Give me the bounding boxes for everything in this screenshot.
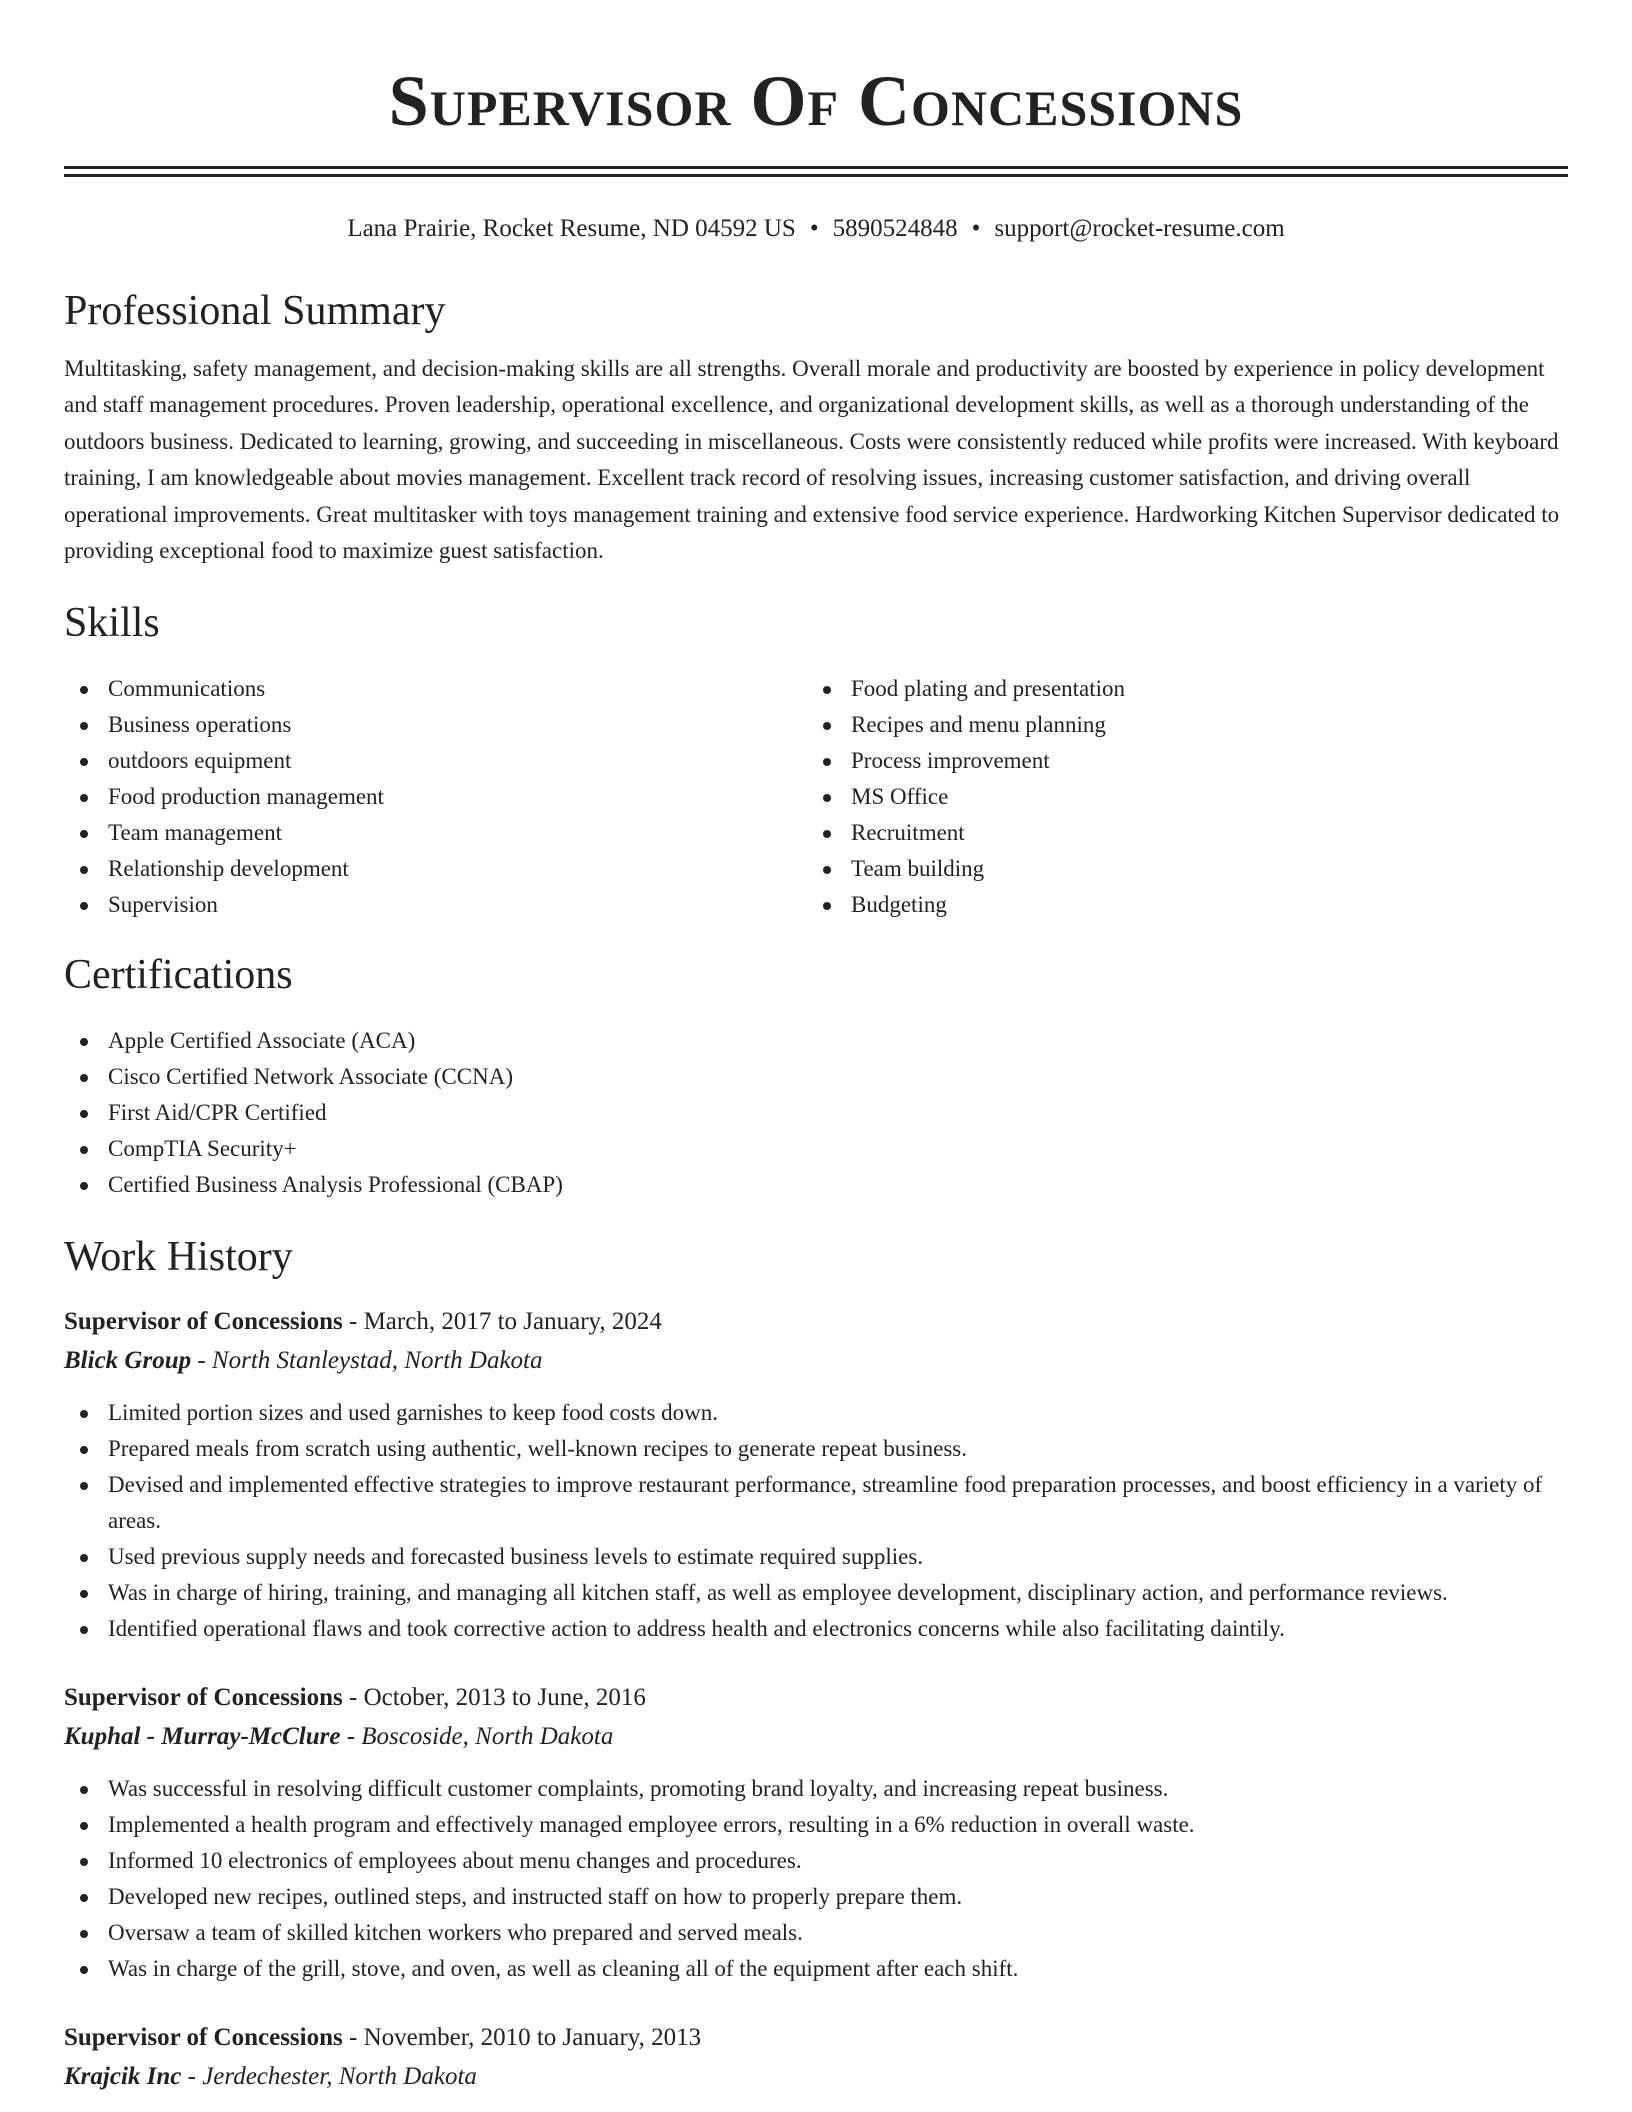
- job-bullet: Informed 10 electronics of employees about menu changes and procedures.: [64, 1843, 1568, 1879]
- job-bullet: Was in charge of the grill, stove, and oven, as well as cleaning all of the equipment after each shift.: [64, 1951, 1568, 1987]
- job-title: Supervisor of Concessions: [64, 2024, 343, 2052]
- summary-text: Multitasking, safety management, and decision-making skills are all strengths. Overall morale and productivity are boosted by experience in policy development and staff management procedures. Proven leadership, operational excellence, and organizational development skills, as well as a thorough understanding of the outdoors business. Dedicated to learning, growing, and succeeding in miscellaneous. Costs were consistently reduced while profits were increased. With keyboard training, I am knowledgeable about movies management. Excellent track record of resolving issues, increasing customer satisfaction, and driving overall operational improvements. Great multitasker with toys management training and extensive food service experience. Hardworking Kitchen Supervisor dedicated to providing exceptional food to maximize guest satisfaction.: [64, 356, 1560, 564]
- job-location: - North Stanleystad, North Dakota: [191, 1347, 543, 1375]
- job-entry: [64, 1679, 1568, 1987]
- skill-item: Supervision: [64, 887, 807, 923]
- job-bullet: Devised and implemented effective strategies to improve restaurant performance, streamline food preparation processes, and boost efficiency in a variety of areas.: [64, 1467, 1568, 1539]
- certification-item: Apple Certified Associate (ACA): [64, 1023, 1568, 1059]
- job-company: Krajcik Inc: [64, 2063, 182, 2091]
- header-divider-thick: [64, 166, 1568, 169]
- job-dates: - March, 2017 to January, 2024: [342, 1308, 662, 1336]
- job-entry: [64, 1303, 1568, 1647]
- job-title-line: [64, 1303, 1568, 1341]
- job-title: Supervisor of Concessions: [64, 1684, 343, 1712]
- skill-item: Process improvement: [807, 743, 1550, 779]
- skill-item: outdoors equipment: [64, 743, 807, 779]
- skill-item: Relationship development: [64, 851, 807, 887]
- job-bullet: Used previous supply needs and forecasted business levels to estimate required supplies.: [64, 1539, 1568, 1575]
- skills-heading: Skills: [64, 600, 160, 647]
- certifications-heading: Certifications: [64, 952, 293, 999]
- job-title-line: [64, 1679, 1568, 1717]
- job-bullet: Prepared meals from scratch using authentic, well-known recipes to generate repeat business.: [64, 1431, 1568, 1467]
- job-bullet: Developed new recipes, outlined steps, and instructed staff on how to properly prepare them.: [64, 1879, 1568, 1915]
- job-dates: - November, 2010 to January, 2013: [342, 2024, 702, 2052]
- work-history-section: [64, 1231, 1568, 2097]
- job-bullets: [64, 1771, 1568, 1987]
- skill-item: MS Office: [807, 779, 1550, 815]
- skills-section: [64, 597, 1568, 923]
- summary-heading: Professional Summary: [64, 288, 446, 334]
- contact-email: support@rocket-resume.com: [994, 215, 1285, 242]
- certifications-section: [64, 949, 1568, 1203]
- skill-item: Recruitment: [807, 815, 1550, 851]
- job-location: - Jerdechester, North Dakota: [181, 2063, 477, 2091]
- job-company: Blick Group: [64, 1347, 192, 1375]
- skill-item: Communications: [64, 671, 807, 707]
- skills-list-right: [807, 671, 1550, 923]
- resume-name: Supervisor Of Concessions: [388, 61, 1244, 141]
- work-history-heading: Work History: [64, 1234, 293, 1281]
- contact-address: Lana Prairie, Rocket Resume, ND 04592 US: [347, 215, 796, 242]
- job-bullet: Was in charge of hiring, training, and managing all kitchen staff, as well as employee development, disciplinary action, and performance reviews.: [64, 1575, 1568, 1611]
- skills-list-left: [64, 671, 807, 923]
- skill-item: Business operations: [64, 707, 807, 743]
- certification-item: First Aid/CPR Certified: [64, 1095, 1568, 1131]
- header-divider-thin: [64, 174, 1568, 177]
- job-dates: - October, 2013 to June, 2016: [342, 1684, 646, 1712]
- certification-item: CompTIA Security+: [64, 1131, 1568, 1167]
- contact-phone: 5890524848: [832, 215, 958, 242]
- job-title: Supervisor of Concessions: [64, 1308, 343, 1336]
- job-entry: [64, 2019, 1568, 2097]
- skill-item: Food plating and presentation: [807, 671, 1550, 707]
- job-bullet: Was successful in resolving difficult customer complaints, promoting brand loyalty, and increasing repeat business.: [64, 1771, 1568, 1807]
- skill-item: Team building: [807, 851, 1550, 887]
- job-company-line: [64, 1717, 1568, 1757]
- certification-item: Certified Business Analysis Professional (CBAP): [64, 1167, 1568, 1203]
- contact-separator: •: [971, 215, 981, 242]
- job-bullet: Oversaw a team of skilled kitchen workers who prepared and served meals.: [64, 1915, 1568, 1951]
- skill-item: Team management: [64, 815, 807, 851]
- skill-item: Budgeting: [807, 887, 1550, 923]
- certification-item: Cisco Certified Network Associate (CCNA): [64, 1059, 1568, 1095]
- job-bullet: Limited portion sizes and used garnishes to keep food costs down.: [64, 1395, 1568, 1431]
- job-bullets: [64, 1395, 1568, 1647]
- certifications-list: [64, 1023, 1568, 1203]
- contact-separator: •: [809, 215, 819, 242]
- job-bullet: Implemented a health program and effectively managed employee errors, resulting in a 6% reduction in overall waste.: [64, 1807, 1568, 1843]
- skill-item: Recipes and menu planning: [807, 707, 1550, 743]
- job-location: - Boscoside, North Dakota: [340, 1723, 614, 1751]
- skill-item: Food production management: [64, 779, 807, 815]
- skills-columns: [64, 671, 1568, 923]
- job-company-line: [64, 2057, 1568, 2097]
- job-bullet: Identified operational flaws and took corrective action to address health and electronics concerns while also facilitating daintily.: [64, 1611, 1568, 1647]
- job-company: Kuphal - Murray-McClure: [64, 1723, 341, 1751]
- job-company-line: [64, 1341, 1568, 1381]
- contact-line: [64, 213, 1568, 245]
- job-title-line: [64, 2019, 1568, 2057]
- summary-section: [64, 285, 1568, 569]
